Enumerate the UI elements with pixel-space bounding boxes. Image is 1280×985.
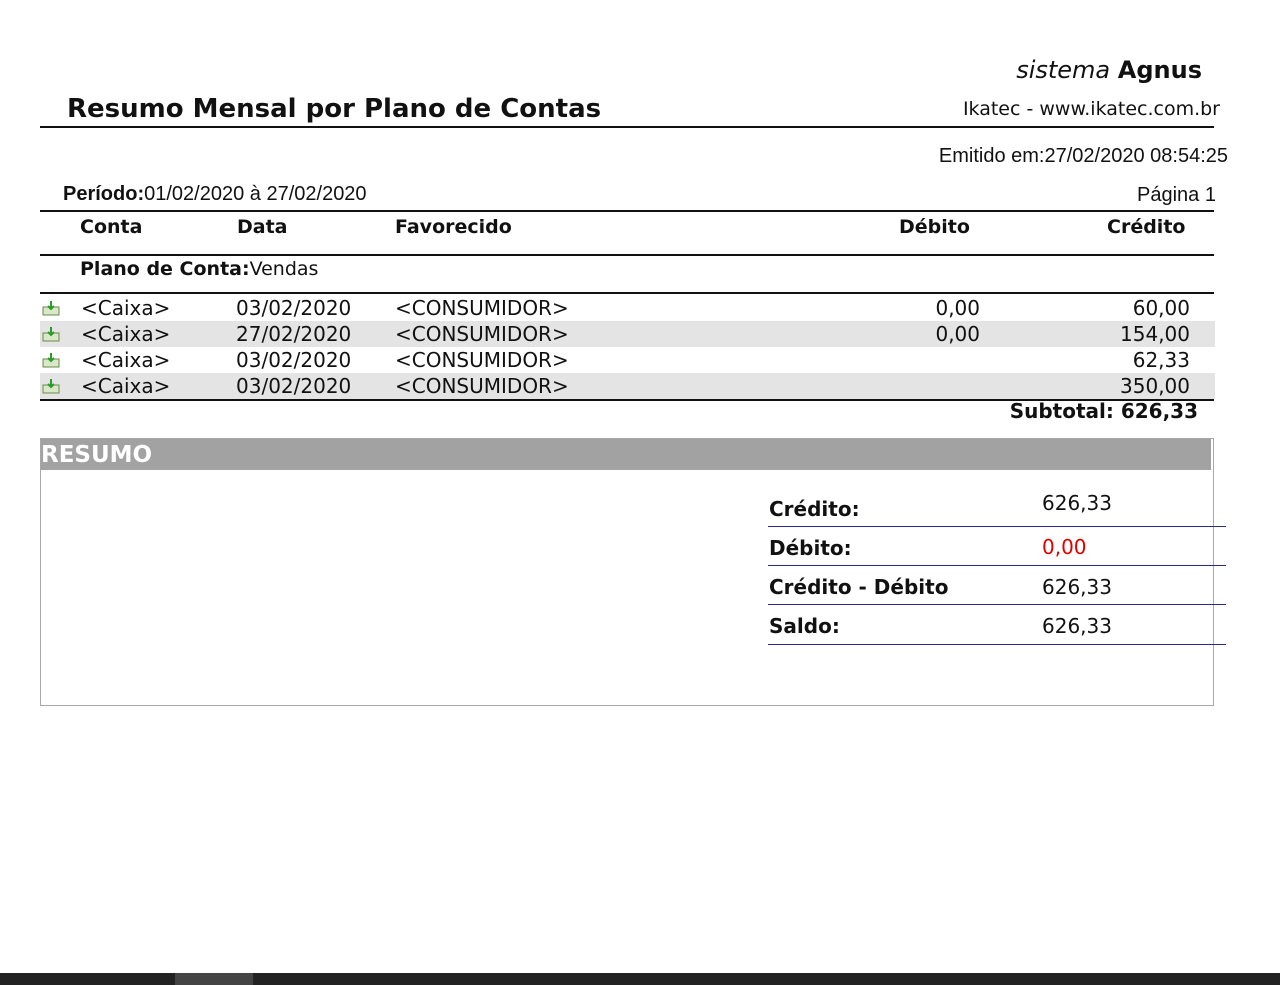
company-site: Ikatec - www.ikatec.com.br	[962, 98, 1220, 120]
cell-conta: <Caixa>	[81, 296, 171, 320]
export-icon[interactable]	[42, 378, 60, 394]
column-header-debito: Débito	[899, 216, 970, 238]
header-top-divider	[40, 210, 1214, 212]
summary-divider	[768, 526, 1226, 527]
cell-conta: <Caixa>	[81, 322, 171, 346]
cell-data: 03/02/2020	[236, 348, 352, 372]
column-header-conta: Conta	[80, 216, 143, 238]
cell-favorecido: <CONSUMIDOR>	[395, 322, 569, 346]
page-number: Página 1	[1137, 184, 1216, 206]
cell-credito: 60,00	[1132, 296, 1190, 320]
emitted-date: Emitido em:27/02/2020 08:54:25	[938, 145, 1228, 167]
cell-favorecido: <CONSUMIDOR>	[395, 296, 569, 320]
summary-balance-label: Saldo:	[769, 614, 840, 638]
bottom-toolbar-tab[interactable]	[175, 973, 253, 985]
summary-credit-label: Crédito:	[769, 497, 860, 521]
cell-credito: 350,00	[1120, 374, 1190, 398]
subtotal: Subtotal: 626,33	[1009, 399, 1198, 423]
summary-balance-value: 626,33	[1042, 614, 1112, 638]
column-header-credito: Crédito	[1107, 216, 1186, 238]
cell-credito: 62,33	[1132, 348, 1190, 372]
summary-divider	[768, 644, 1226, 645]
summary-net-label: Crédito - Débito	[769, 575, 949, 599]
cell-data: 03/02/2020	[236, 296, 352, 320]
table-row	[40, 373, 1215, 399]
account-plan-label: Plano de Conta:	[80, 258, 250, 280]
table-row	[40, 321, 1215, 347]
summary-net-value: 626,33	[1042, 575, 1112, 599]
cell-conta: <Caixa>	[81, 374, 171, 398]
period-label: Período:	[63, 183, 145, 205]
table-row	[40, 347, 1215, 373]
summary-divider	[768, 565, 1226, 566]
report-period	[63, 183, 367, 206]
system-brand	[1016, 56, 1202, 84]
cell-credito: 154,00	[1120, 322, 1190, 346]
table-row	[40, 295, 1215, 321]
cell-favorecido: <CONSUMIDOR>	[395, 348, 569, 372]
column-header-data: Data	[237, 216, 288, 238]
cell-conta: <Caixa>	[81, 348, 171, 372]
system-brand-name: Agnus	[1117, 56, 1202, 84]
account-plan-value: Vendas	[249, 258, 319, 280]
column-header-favorecido: Favorecido	[395, 216, 512, 238]
report-title: Resumo Mensal por Plano de Contas	[67, 94, 602, 124]
export-icon[interactable]	[42, 352, 60, 368]
group-divider	[40, 292, 1214, 294]
summary-panel	[40, 438, 1214, 706]
export-icon[interactable]	[42, 300, 60, 316]
period-value: 01/02/2020 à 27/02/2020	[144, 183, 367, 205]
summary-debit-value: 0,00	[1042, 535, 1087, 559]
summary-title: RESUMO	[41, 439, 1211, 470]
summary-debit-label: Débito:	[769, 536, 852, 560]
cell-data: 03/02/2020	[236, 374, 352, 398]
cell-debito: 0,00	[935, 322, 980, 346]
summary-credit-value: 626,33	[1042, 491, 1112, 515]
cell-data: 27/02/2020	[236, 322, 352, 346]
title-divider	[40, 126, 1214, 128]
export-icon[interactable]	[42, 326, 60, 342]
header-bottom-divider	[40, 254, 1214, 256]
summary-divider	[768, 604, 1226, 605]
cell-debito: 0,00	[935, 296, 980, 320]
system-brand-label: sistema	[1016, 56, 1111, 84]
cell-favorecido: <CONSUMIDOR>	[395, 374, 569, 398]
account-plan-group	[80, 258, 318, 280]
